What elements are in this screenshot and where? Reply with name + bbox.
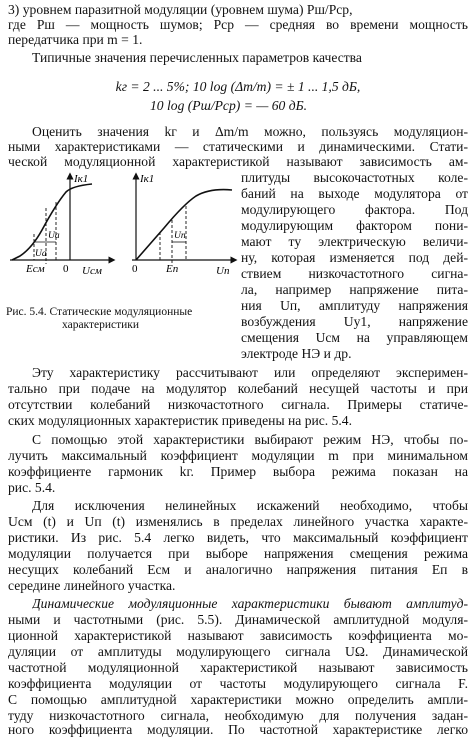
- text-line: коэффициента модуляции от частоты модулирующего сигнала F.: [8, 676, 468, 691]
- text-line: ла, например напряжение пита-: [241, 282, 468, 297]
- right-plot: [132, 173, 234, 276]
- text-line: ческой модуляционной характеристикой называют зависимость ам-: [8, 154, 468, 169]
- text-line: Эту характеристику рассчитывают или определяют эксперимен-: [32, 365, 468, 380]
- left-plot: [10, 173, 112, 276]
- text-line: 3) уровнем паразитной модуляции (уровнем шума) Pш/Pср,: [8, 2, 353, 17]
- figure-caption: характеристики: [62, 319, 140, 331]
- right-x-label: Uп: [216, 265, 230, 276]
- right-y-label: Iк1: [140, 173, 155, 185]
- text-line: ну, которая изменяется под дей-: [241, 250, 468, 265]
- text-line: несущих колебаний Eсм и аналогично напряжения питания Eп в: [8, 562, 468, 577]
- text-line: лучить максимальный коэффициент модуляции m при минимальном: [8, 448, 468, 463]
- text-line: Uсм (t) и Uп (t) изменялись в пределах линейного участка характе-: [8, 514, 468, 529]
- text-line: Для исключения нелинейных искажений необходимо, чтобы: [32, 498, 468, 513]
- text-line: передатчика при m = 1.: [8, 32, 143, 47]
- text-line: С помощью амплитудной характеристики можно определить ампли-: [8, 692, 468, 707]
- text-line: ционной характеристикой называют зависимость коэффициента мо-: [8, 628, 468, 643]
- text-line: модулирующего фактора. Под: [241, 202, 468, 217]
- text-line: где Pш — мощность шумов; Pср — средняя во времени мощность: [8, 17, 468, 32]
- text-line: ного коэффициента модуляции. По частотной характеристике легко: [8, 722, 468, 737]
- right-bias-label: Eп: [166, 263, 179, 275]
- text-line: Динамические модуляционные характеристики бывают амплитуд-: [32, 596, 468, 611]
- right-swing-label: Uп: [174, 231, 186, 241]
- text-line: Оценить значения kг и Δm/m можно, пользуясь модуляцион-: [32, 124, 468, 139]
- left-swing-label: Uа: [48, 231, 60, 241]
- text-line: баний на выходе модулятора от: [241, 186, 468, 201]
- left-y-label: Iк1: [74, 173, 89, 185]
- formula-line: kг = 2 ... 5%; 10 log (Δm/m) = ± 1 ... 1,5 дБ,: [115, 79, 361, 94]
- text-line: возбуждения Uу1, напряжение: [241, 314, 468, 329]
- text-line: частотной модуляционной характеристикой называют зависимость: [8, 660, 468, 675]
- left-x-label: Uсм: [82, 265, 102, 276]
- formula-line: 10 log (Pш/Pср) = — 60 дБ.: [150, 98, 308, 113]
- left-bias-label: Eсм: [26, 263, 45, 275]
- left-swing-label: Uа: [35, 249, 47, 259]
- text-line: отсутствии колебаний низкочастотного сигнала. Примеры статиче-: [8, 397, 468, 412]
- text-line: ских модуляционных характеристик приведены на рис. 5.4.: [8, 413, 352, 428]
- text-line: Типичные значения перечисленных параметров качества: [32, 50, 362, 65]
- text-line: туду низкочастотного сигнала, необходимую для получения задан-: [8, 708, 468, 723]
- right-origin: 0: [132, 263, 138, 275]
- text-line: коэффициенте гармоник kг. Пример выбора режима показан на: [8, 464, 468, 479]
- text-line: рис. 5.4.: [8, 480, 56, 495]
- text-line: ными и частотными (рис. 5.5). Динамической амплитудной модуля-: [8, 612, 468, 627]
- figure-caption: Рис. 5.4. Статические модуляционные: [6, 306, 193, 318]
- text-line: ствием низкочастотного сигна-: [241, 266, 468, 281]
- left-origin: 0: [63, 263, 69, 275]
- text-line: середине линейного участка.: [8, 578, 176, 593]
- figure-5-4: [4, 168, 240, 276]
- text-line: ния Uп, амплитуду напряжения: [241, 298, 468, 313]
- text-line: ными характеристиками — статическими и динамическими. Стати-: [8, 139, 468, 154]
- text-line: тально при подаче на модулятор колебаний несущей частоты и при: [8, 381, 468, 396]
- text-line: плитуды высокочастотных коле-: [241, 170, 468, 185]
- text-line: смещения Uсм на управляющем: [241, 330, 468, 345]
- right-curve: [136, 190, 232, 260]
- text-line: мают ту электрическую величи-: [241, 234, 468, 249]
- text-line: С помощью этой характеристики выбирают режим НЭ, чтобы по-: [32, 432, 468, 447]
- text-line: модуляции получается при выборе напряжения смещения режима: [8, 546, 468, 561]
- text-line: дуляции от амплитуды модулирующего сигнала UΩ. Динамической: [8, 644, 468, 659]
- text-line: модулирующим фактором пони-: [241, 218, 468, 233]
- text-line: ристики. Из рис. 5.4 легко видеть, что максимальный коэффициент: [8, 530, 468, 545]
- text-line: электроде НЭ и др.: [241, 346, 352, 361]
- left-curve: [12, 184, 92, 260]
